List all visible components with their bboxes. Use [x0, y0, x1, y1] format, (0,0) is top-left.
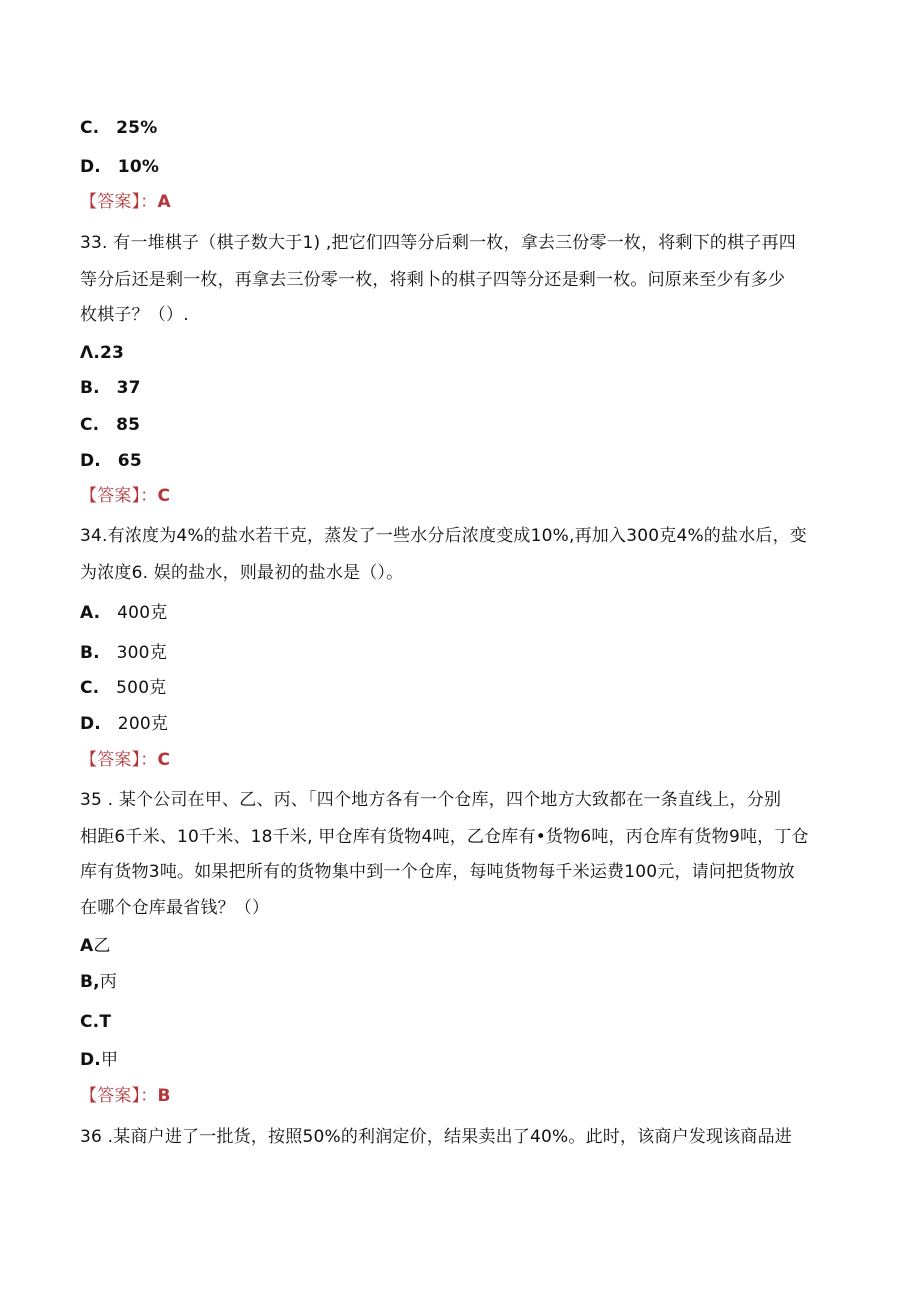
- option-label: D.: [80, 1050, 101, 1070]
- q33-text-line-2: 等分后还是剩一枚，再拿去三份零一枚，将剩卜的棋子四等分还是剩一枚。问原来至少有多少: [80, 270, 786, 290]
- answer-letter: B: [157, 1086, 171, 1106]
- option-label: C.: [80, 1012, 100, 1032]
- answer-prefix: 【答案】：: [80, 486, 158, 506]
- option-label: C.: [80, 118, 100, 138]
- option-text: 400克: [117, 603, 168, 623]
- q33-text-line-3: 枚棋子？（）.: [80, 305, 189, 325]
- q32-option-c: [80, 116, 157, 140]
- q33-option-c: [80, 413, 140, 437]
- option-text: 200克: [117, 714, 169, 734]
- option-text: 85: [116, 415, 141, 435]
- option-label: A.: [80, 603, 101, 623]
- option-label: B,: [80, 972, 100, 992]
- q33-answer: [80, 484, 170, 508]
- q35-option-b: [80, 970, 117, 994]
- answer-letter: C: [157, 486, 171, 506]
- q35-option-c: [80, 1010, 111, 1034]
- option-label: C.: [80, 678, 100, 698]
- q34-option-d: [80, 712, 168, 736]
- q34-text-line-1: 34.有浓度为4%的盐水若干克，蒸发了一些水分后浓度变成10%,再加入300克4%的盐水后，变: [80, 526, 808, 546]
- option-label: B.: [80, 378, 100, 398]
- option-text: 37: [116, 378, 141, 398]
- answer-prefix: 【答案】：: [80, 750, 158, 770]
- answer-letter: C: [157, 750, 171, 770]
- option-text: 25%: [116, 118, 158, 138]
- q35-text-line-4: 在哪个仓库最省钱？（）: [80, 898, 270, 918]
- q35-answer: [80, 1084, 171, 1108]
- q34-option-a: [80, 601, 167, 625]
- option-label: D.: [80, 157, 101, 177]
- q36-text-line-1: 36 .某商户进了一批货，按照50%的利润定价，结果卖出了40%。此时，该商户发现该商品进: [80, 1127, 793, 1147]
- q34-answer: [80, 748, 170, 772]
- option-label: D.: [80, 714, 101, 734]
- option-text: 500克: [116, 678, 167, 698]
- option-text: 65: [117, 451, 142, 471]
- option-label: D.: [80, 451, 101, 471]
- q33-option-a: [80, 341, 124, 365]
- answer-letter: A: [157, 192, 171, 212]
- option-label: Λ.: [80, 343, 101, 363]
- option-text: 乙: [93, 936, 111, 956]
- q34-text-line-2: 为浓度6. 娱的盐水，则最初的盐水是（）。: [80, 563, 404, 583]
- q35-text-line-3: 库有货物3吨。如果把所有的货物集中到一个仓库，每吨货物每千米运费100元，请问把货物放: [80, 862, 795, 882]
- option-text: 甲: [100, 1050, 119, 1070]
- answer-prefix: 【答案】：: [80, 1086, 158, 1106]
- q33-text-line-1: 33. 有一堆棋子（棋子数大于1) ,把它们四等分后剩一枚，拿去三份零一枚，将剩下的棋子再四: [80, 233, 796, 253]
- option-text: 10%: [117, 157, 160, 177]
- q35-option-a: [80, 934, 111, 958]
- q35-option-d: [80, 1048, 118, 1072]
- option-text: 23: [100, 343, 125, 363]
- q32-option-d: [80, 155, 159, 179]
- q32-answer: [80, 190, 171, 214]
- q34-option-c: [80, 676, 166, 700]
- q35-text-line-1: 35 . 某个公司在甲、乙、丙、「四个地方各有一个仓库，四个地方大致都在一条直线上，分别: [80, 790, 782, 810]
- answer-prefix: 【答案】：: [80, 192, 158, 212]
- option-text: T: [99, 1012, 112, 1032]
- q33-option-b: [80, 376, 141, 400]
- option-text: 丙: [99, 972, 118, 992]
- q34-option-b: [80, 641, 167, 665]
- q35-text-line-2: 相距6千米、10千米、18千米, 甲仓库有货物4吨，乙仓库有•货物6吨，丙仓库有货物9吨，丁仓: [80, 827, 809, 847]
- q33-option-d: [80, 449, 142, 473]
- option-label: C.: [80, 415, 100, 435]
- option-text: 300克: [116, 643, 167, 663]
- option-label: B.: [80, 643, 100, 663]
- option-label: A: [80, 936, 94, 956]
